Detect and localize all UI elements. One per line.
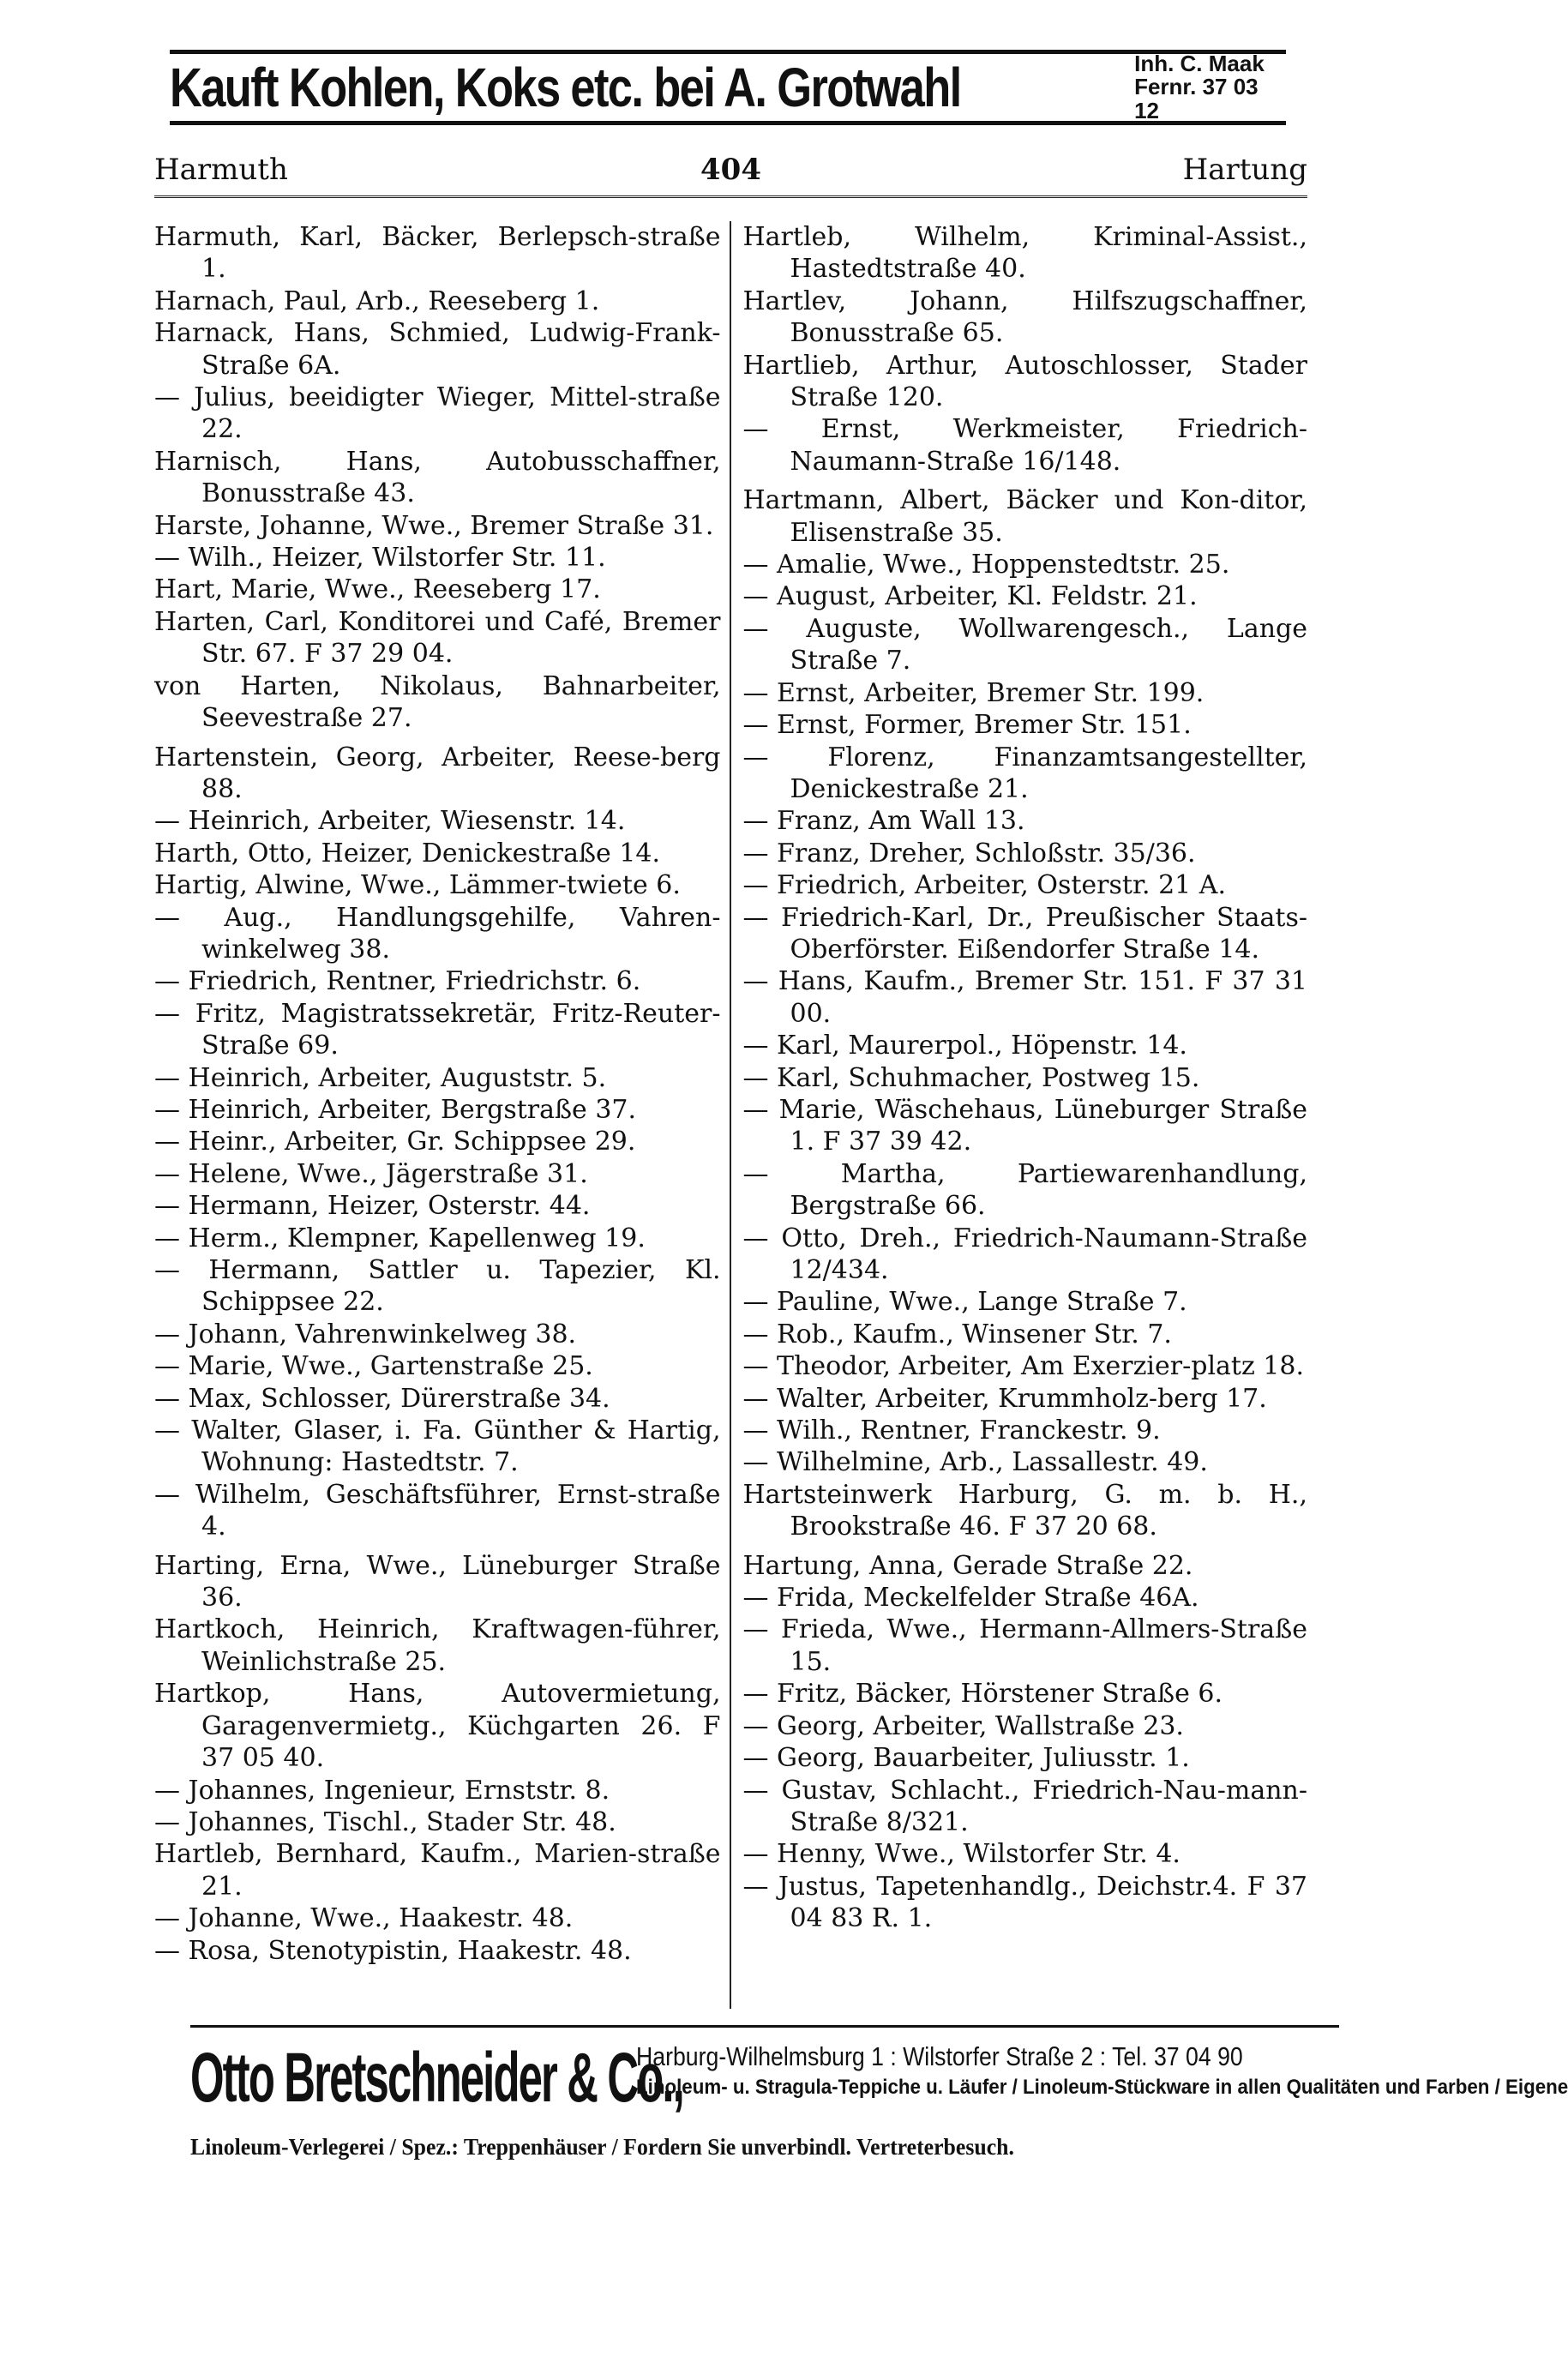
directory-entry: — Georg, Arbeiter, Wallstraße 23. xyxy=(742,1710,1184,1741)
directory-entry: — Hans, Kaufm., Bremer Str. 151. F 37 31 00. xyxy=(742,966,1307,1029)
directory-entry: — Walter, Glaser, i. Fa. Günther & Hartig, Wohnung: Hastedtstr. 7. xyxy=(154,1415,721,1478)
directory-entry: — Karl, Schuhmacher, Postweg 15. xyxy=(742,1062,1200,1093)
bottom-advertisement xyxy=(190,2025,1568,2131)
directory-entry: — Heinrich, Arbeiter, Bergstraße 37. xyxy=(154,1094,637,1125)
directory-entry: — Otto, Dreh., Friedrich-Naumann-Straße 12/434. xyxy=(742,1223,1307,1285)
directory-entry: — Wilhelmine, Arb., Lassallestr. 49. xyxy=(742,1447,1208,1478)
directory-columns xyxy=(154,221,1307,2009)
directory-entry: Harste, Johanne, Wwe., Bremer Straße 31. xyxy=(154,510,714,541)
directory-entry: — Wilh., Heizer, Wilstorfer Str. 11. xyxy=(154,543,606,574)
directory-entry: — Ernst, Werkmeister, Friedrich-Naumann-Straße 16/148. xyxy=(742,414,1307,477)
directory-entry: Harnach, Paul, Arb., Reeseberg 1. xyxy=(154,285,600,316)
directory-entry: — Rob., Kaufm., Winsener Str. 7. xyxy=(742,1319,1172,1349)
directory-entry: Hartig, Alwine, Wwe., Lämmer-twiete 6. xyxy=(154,870,681,901)
directory-entry: Harten, Carl, Konditorei und Café, Bremer Str. 67. F 37 29 04. xyxy=(154,606,721,670)
directory-entry: — Aug., Handlungsgehilfe, Vahren-winkelweg 38. xyxy=(154,902,721,965)
directory-entry: — Frieda, Wwe., Hermann-Allmers-Straße 15. xyxy=(742,1614,1307,1677)
directory-entry: — Friedrich, Rentner, Friedrichstr. 6. xyxy=(154,966,641,997)
directory-entry: — Henny, Wwe., Wilstorfer Str. 4. xyxy=(742,1839,1181,1870)
directory-entry: — Gustav, Schlacht., Friedrich-Nau-mann-Straße 8/321. xyxy=(742,1775,1307,1837)
directory-entry: Hartung, Anna, Gerade Straße 22. xyxy=(742,1550,1193,1581)
directory-entry: von Harten, Nikolaus, Bahnarbeiter, Seevestraße 27. xyxy=(154,670,721,734)
directory-entry: — Pauline, Wwe., Lange Straße 7. xyxy=(742,1287,1187,1318)
directory-entry: — Helene, Wwe., Jägerstraße 31. xyxy=(154,1158,588,1189)
directory-entry: — Frida, Meckelfelder Straße 46A. xyxy=(742,1583,1199,1614)
directory-entry: — Auguste, Wollwarengesch., Lange Straße 7. xyxy=(742,613,1307,676)
directory-entry: — Heinrich, Arbeiter, Auguststr. 5. xyxy=(154,1062,607,1093)
directory-entry: — Walter, Arbeiter, Krummholz-berg 17. xyxy=(742,1383,1267,1414)
directory-entry: Harnack, Hans, Schmied, Ludwig-Frank-Straße 6A. xyxy=(154,318,721,381)
header-first-name: Harmuth xyxy=(154,153,288,187)
directory-entry: — Johanne, Wwe., Haakestr. 48. xyxy=(154,1903,574,1934)
directory-entry: Hartkoch, Heinrich, Kraftwagen-führer, Weinlichstraße 25. xyxy=(154,1614,721,1677)
bottom-ad-footer: Linoleum-Verlegerei / Spez.: Treppenhäuser / Fordern Sie unverbindl. Vertreterbesuch. xyxy=(190,2134,1014,2160)
directory-entry: — Marie, Wwe., Gartenstraße 25. xyxy=(154,1351,593,1382)
directory-entry: — Florenz, Finanzamtsangestellter, Denickestraße 21. xyxy=(742,742,1307,804)
directory-entry: — Heinr., Arbeiter, Gr. Schippsee 29. xyxy=(154,1127,636,1157)
directory-entry: Hartkop, Hans, Autovermietung, Garagenvermietg., Küchgarten 26. F 37 05 40. xyxy=(154,1679,721,1774)
directory-entry: Hartsteinwerk Harburg, G. m. b. H., Brookstraße 46. F 37 20 68. xyxy=(742,1479,1307,1542)
directory-entry: Harmuth, Karl, Bäcker, Berlepsch-straße 1. xyxy=(154,222,721,285)
directory-entry: — Julius, beeidigter Wieger, Mittel-straße 22. xyxy=(154,382,721,445)
right-column xyxy=(731,221,1308,2009)
directory-entry: Hart, Marie, Wwe., Reeseberg 17. xyxy=(154,574,601,605)
directory-entry: — Hermann, Sattler u. Tapezier, Kl. Schippsee 22. xyxy=(154,1255,721,1318)
running-header xyxy=(154,153,1307,198)
left-column xyxy=(154,221,731,2009)
directory-entry: — Karl, Maurerpol., Höpenstr. 14. xyxy=(742,1031,1187,1061)
directory-entry: Harth, Otto, Heizer, Denickestraße 14. xyxy=(154,838,661,868)
bottom-ad-firm: Otto Bretschneider & Co., xyxy=(190,2039,683,2117)
directory-entry: — Amalie, Wwe., Hoppenstedtstr. 25. xyxy=(742,550,1230,580)
directory-entry: — Theodor, Arbeiter, Am Exerzier-platz 18. xyxy=(742,1351,1305,1382)
directory-entry: — Martha, Partiewarenhandlung, Bergstraße 66. xyxy=(742,1158,1307,1222)
directory-entry: — August, Arbeiter, Kl. Feldstr. 21. xyxy=(742,581,1198,612)
top-ad-slogan: Kauft Kohlen, Koks etc. bei A. Grotwahl xyxy=(170,57,961,118)
directory-entry: Hartleb, Wilhelm, Kriminal-Assist., Hastedtstraße 40. xyxy=(742,222,1307,285)
header-last-name: Hartung xyxy=(1182,153,1307,187)
directory-entry: — Friedrich, Arbeiter, Osterstr. 21 A. xyxy=(742,870,1226,901)
directory-entry: — Franz, Dreher, Schloßstr. 35/36. xyxy=(742,838,1196,868)
directory-entry: — Max, Schlosser, Dürerstraße 34. xyxy=(154,1383,610,1414)
directory-entry: — Marie, Wäschehaus, Lüneburger Straße 1. F 37 39 42. xyxy=(742,1094,1307,1157)
directory-entry: — Friedrich-Karl, Dr., Preußischer Staats-Oberförster. Eißendorfer Straße 14. xyxy=(742,902,1307,965)
directory-entry: — Heinrich, Arbeiter, Wiesenstr. 14. xyxy=(154,806,626,837)
page-number: 404 xyxy=(700,153,761,187)
directory-entry: — Wilh., Rentner, Franckestr. 9. xyxy=(742,1415,1161,1446)
top-ad-contact xyxy=(1134,52,1286,123)
directory-entry: — Herm., Klempner, Kapellenweg 19. xyxy=(154,1223,646,1253)
directory-entry: — Rosa, Stenotypistin, Haakestr. 48. xyxy=(154,1935,632,1966)
directory-entry: Hartlieb, Arthur, Autoschlosser, Stader Straße 120. xyxy=(742,350,1307,413)
directory-entry: Hartleb, Bernhard, Kaufm., Marien-straße 21. xyxy=(154,1839,721,1902)
directory-entry: — Johannes, Tischl., Stader Str. 48. xyxy=(154,1806,616,1837)
top-ad-owner: Inh. C. Maak xyxy=(1134,51,1265,77)
directory-entry: — Fritz, Bäcker, Hörstener Straße 6. xyxy=(742,1679,1223,1710)
directory-entry: Hartenstein, Georg, Arbeiter, Reese-berg 88. xyxy=(154,742,721,804)
directory-entry: — Franz, Am Wall 13. xyxy=(742,806,1025,837)
directory-entry: — Johann, Vahrenwinkelweg 38. xyxy=(154,1319,577,1349)
directory-entry: — Ernst, Arbeiter, Bremer Str. 199. xyxy=(742,677,1205,708)
directory-entry: — Johannes, Ingenieur, Ernststr. 8. xyxy=(154,1775,610,1806)
directory-entry: Harting, Erna, Wwe., Lüneburger Straße 36. xyxy=(154,1550,721,1614)
top-ad-phone: Fernr. 37 03 12 xyxy=(1134,74,1259,123)
directory-entry: — Georg, Bauarbeiter, Juliusstr. 1. xyxy=(742,1743,1190,1774)
directory-entry: — Justus, Tapetenhandlg., Deichstr.4. F 37 04 83 R. 1. xyxy=(742,1871,1307,1934)
directory-entry: Hartmann, Albert, Bäcker und Kon-ditor, Elisenstraße 35. xyxy=(742,485,1307,548)
directory-entry: — Fritz, Magistratssekretär, Fritz-Reuter-Straße 69. xyxy=(154,998,721,1061)
bottom-ad-address: Harburg-Wilhelmsburg 1 : Wilstorfer Straße 2 : Tel. 37 04 90 xyxy=(636,2041,1243,2071)
directory-entry: Hartlev, Johann, Hilfszugschaffner, Bonusstraße 65. xyxy=(742,285,1307,349)
directory-entry: — Wilhelm, Geschäftsführer, Ernst-straße 4. xyxy=(154,1479,721,1542)
bottom-ad-products: Linoleum- u. Stragula-Teppiche u. Läufer / Linoleum-Stückware in allen Qualitäten und Farben / Eigene xyxy=(636,2076,1568,2099)
directory-entry: Harnisch, Hans, Autobusschaffner, Bonusstraße 43. xyxy=(154,446,721,509)
top-advertisement xyxy=(170,50,1286,125)
directory-entry: — Ernst, Former, Bremer Str. 151. xyxy=(742,710,1192,741)
directory-entry: — Hermann, Heizer, Osterstr. 44. xyxy=(154,1191,591,1222)
